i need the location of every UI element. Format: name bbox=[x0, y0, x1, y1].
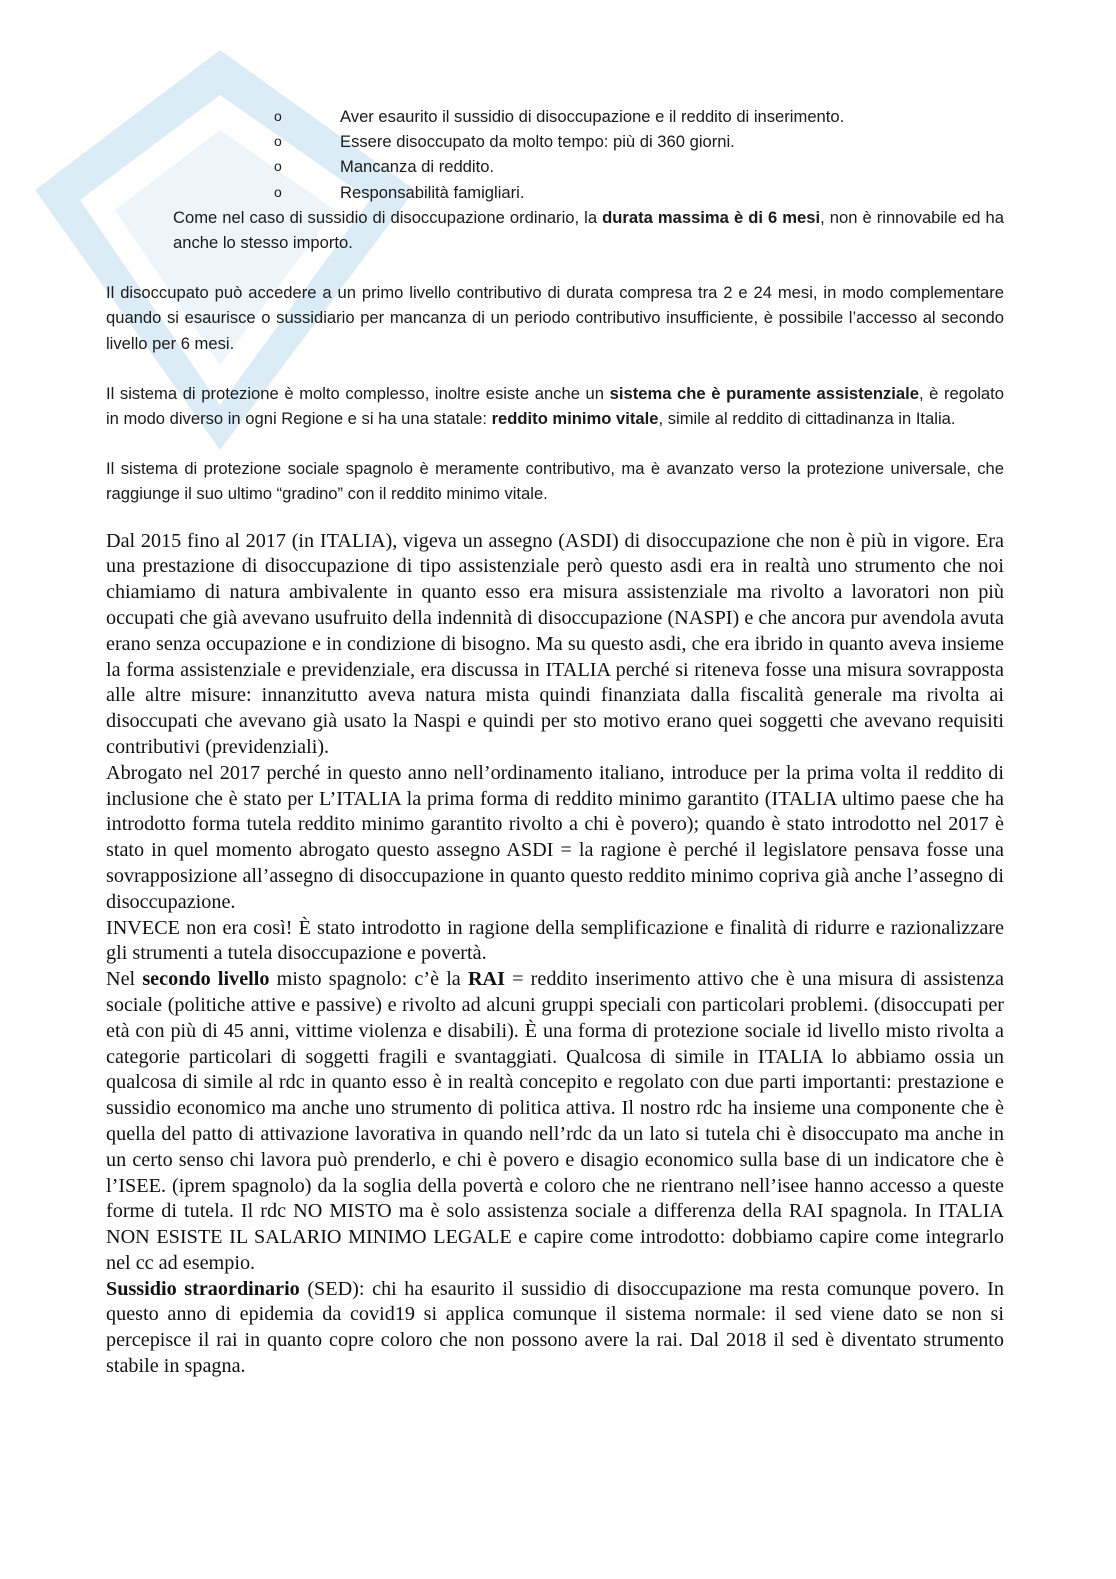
list-item-text: Aver esaurito il sussidio di disoccupazione e il reddito di inserimento. bbox=[340, 107, 845, 126]
list-item bbox=[106, 104, 1004, 129]
text-run: misto spagnolo: c’è la bbox=[269, 968, 468, 991]
text-run: Il sistema di protezione è molto complesso, inoltre esiste anche un bbox=[106, 383, 610, 403]
document-page bbox=[106, 104, 1004, 1380]
rai-paragraph bbox=[106, 967, 1004, 1277]
sistema-paragraph bbox=[106, 381, 1004, 431]
list-item bbox=[106, 154, 1004, 179]
bold-text: RAI bbox=[467, 968, 505, 991]
text-run: , non è rinnovabile ed ha anche lo stesso importo. bbox=[173, 207, 1004, 252]
text-run: Nel bbox=[106, 968, 143, 991]
list-item bbox=[106, 180, 1004, 205]
asdi-paragraph: Dal 2015 fino al 2017 (in ITALIA), vigeva un assegno (ASDI) di disoccupazione che non è più in vigore. Era una prestazione di disoccupazione di tipo assistenziale però questo asdi era in realtà uno strumento che noi chiamiamo di natura ambivalente in quanto esso era misura assistenziale ma rivolto a lavoratori non più occupati che già avevano usufruito della indennità di disoccupazione (NASPI) e che ancora pur avendola avuta erano senza occupazione e in condizione di bisogno. Ma su questo asdi, che era ibrido in quanto aveva insieme la forma assistenziale e previdenziale, era discussa in ITALIA perché si riteneva fosse una misura sovrapposta alle altre misure: innanzitutto aveva natura mista quindi finanziata dalla fiscalità generale ma rivolta ai disoccupati che avevano già usato la Naspi e quindi per sto motivo erano quei soggetti che avevano requisiti contributivi (previdenziali). bbox=[106, 529, 1004, 758]
bold-text: reddito minimo vitale bbox=[491, 408, 659, 428]
bullet-marker: o bbox=[274, 183, 282, 200]
bullet-marker: o bbox=[274, 133, 282, 150]
bold-text: secondo livello bbox=[142, 968, 270, 991]
sed-paragraph bbox=[106, 1277, 1004, 1380]
requirements-list bbox=[106, 104, 1004, 205]
text-run: , simile al reddito di cittadinanza in Italia. bbox=[658, 408, 956, 428]
bold-text: sistema che è puramente assistenziale bbox=[609, 383, 919, 403]
bold-text: durata massima è di 6 mesi bbox=[602, 207, 821, 227]
livello-paragraph: Il disoccupato può accedere a un primo livello contributivo di durata compresa tra 2 e 24 mesi, in modo complementare quando si esaurisce o sussidiario per mancanza di un periodo contributivo insufficiente, è possibile l’accesso al secondo livello per 6 mesi. bbox=[106, 283, 1004, 353]
bullet-marker: o bbox=[274, 158, 282, 175]
text-run: = reddito inserimento attivo che è una misura di assistenza sociale (politiche attive e passive) e rivolto ad alcuni gruppi speciali con particolari problemi. (disoccupati per età con più di 45 anni, vittime violenza e disabili). È una forma di protezione sociale id livello misto rivolta a categorie particolari di soggetti fragili e svantaggiati. Qualcosa di simile in ITALIA lo abbiamo ossia un qualcosa di simile al rdc in quanto esso è in realtà concepito e regolato con due parti importanti: prestazione e sussidio economico ma anche uno strumento di politica attiva. Il nostro rdc ha insieme una componente che è quella del patto di attivazione lavorativa in quando nell’rdc da un lato si tutela chi è disoccupato ma anche in un certo senso chi lavora può prenderlo, e chi è povero e disagio economico sulla base di un indicatore che è l’ISEE. (iprem spagnolo) da la soglia della povertà e coloro che ne rientrano nell’isee hanno accesso a queste forme di tutela. Il rdc NO MISTO ma è solo assistenza sociale a differenza della RAI spagnola. In ITALIA NON ESISTE IL SALARIO MINIMO LEGALE e capire come introdotto: dobbiamo capire come integrarlo nel cc ad esempio. bbox=[106, 968, 1004, 1274]
bullet-marker: o bbox=[274, 108, 282, 124]
bold-text: Sussidio straordinario bbox=[106, 1277, 300, 1300]
list-item-text: Essere disoccupato da molto tempo: più di 360 giorni. bbox=[340, 132, 735, 152]
list-item-text: Responsabilità famigliari. bbox=[340, 182, 525, 202]
text-run: Come nel caso di sussidio di disoccupazione ordinario, la bbox=[173, 207, 603, 227]
text-run: (SED): chi ha esaurito il sussidio di disoccupazione ma resta comunque povero. In questo anno di epidemia da covid19 si applica comunque il sistema normale: il sed viene dato se non si percepisce il rai in quanto copre coloro che non possono avere la rai. Dal 2018 il sed è diventato strumento stabile in spagna. bbox=[106, 1277, 1004, 1378]
text-run: , è regolato in modo diverso in ogni Regione e si ha una statale: bbox=[106, 383, 1004, 428]
protezione-paragraph: Il sistema di protezione sociale spagnolo è meramente contributivo, ma è avanzato verso la protezione universale, che raggiunge il suo ultimo “gradino” con il reddito minimo vitale. bbox=[106, 459, 1004, 504]
list-item bbox=[106, 129, 1004, 154]
invece-paragraph: INVECE non era così! È stato introdotto in ragione della semplificazione e finalità di ridurre e razionalizzare gli strumenti a tutela disoccupazione e povertà. bbox=[106, 916, 1004, 965]
durata-paragraph bbox=[173, 205, 1004, 255]
list-item-text: Mancanza di reddito. bbox=[340, 157, 495, 177]
abrogato-paragraph: Abrogato nel 2017 perché in questo anno nell’ordinamento italiano, introduce per la prima volta il reddito di inclusione che è stato per L’ITALIA la prima forma di reddito minimo garantito (ITALIA ultimo paese che ha introdotto forma tutela reddito minimo garantito rivolto a chi è povero); quando è stato introdotto nel 2017 è stato in quel momento abrogato questo assegno ASDI = la ragione è perché il legislatore pensava fosse una sovrapposizione all’assegno di disoccupazione in quanto questo reddito minimo copriva già anche l’assegno di disoccupazione. bbox=[106, 761, 1004, 913]
